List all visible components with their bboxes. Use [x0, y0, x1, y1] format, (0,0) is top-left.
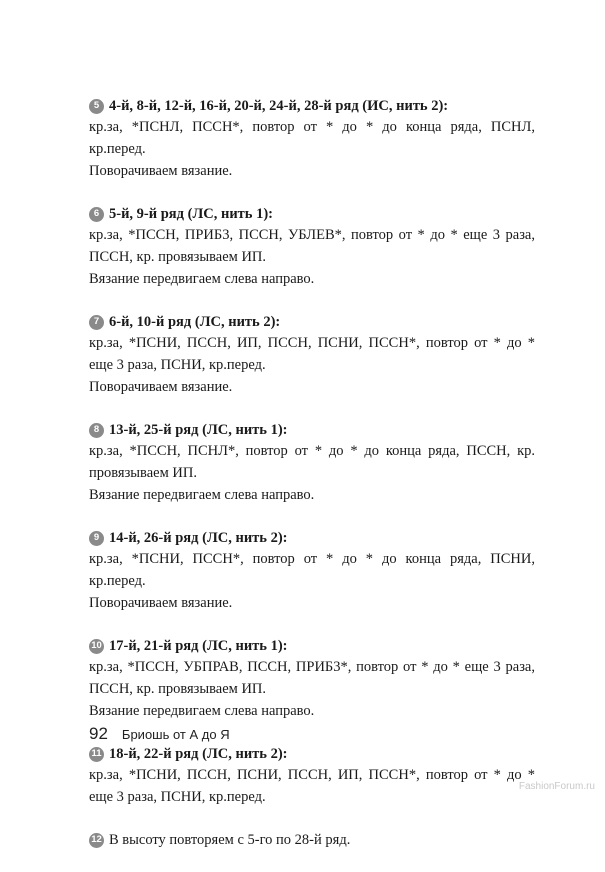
step-text: Вязание передвигаем слева направо.: [89, 271, 315, 287]
instructions: [89, 96, 535, 872]
step-number-badge: 11: [89, 747, 104, 762]
step-6: [89, 204, 535, 290]
watermark: FashionForum.ru: [518, 781, 595, 792]
step-heading: 4-й, 8-й, 12-й, 16-й, 20-й, 24-й, 28-й ряд (ИС, нить 2):: [109, 98, 449, 114]
step-heading: 6-й, 10-й ряд (ЛС, нить 2):: [109, 314, 281, 330]
step-text: Поворачиваем вязание.: [89, 379, 233, 395]
book-title: Бриошь от А до Я: [121, 727, 230, 742]
step-text: Поворачиваем вязание.: [89, 163, 233, 179]
step-11: [89, 744, 535, 808]
step-number-badge: 10: [89, 639, 104, 654]
step-text: кр.за, *ПСНИ, ПССН*, повтор от * до * до конца ряда, ПСНИ, кр.перед.: [89, 551, 535, 589]
step-heading: 14-й, 26-й ряд (ЛС, нить 2):: [109, 530, 288, 546]
step-9: [89, 528, 535, 614]
step-7: [89, 312, 535, 398]
step-text: кр.за, *ПССН, ПРИБ3, ПССН, УБЛЕВ*, повтор от * до * еще 3 раза, ПССН, кр. провязываем ИП.: [89, 227, 535, 265]
step-text: кр.за, *ПСНЛ, ПССН*, повтор от * до * до конца ряда, ПСНЛ, кр.перед.: [89, 119, 535, 157]
step-text: кр.за, *ПССН, УБПРАВ, ПССН, ПРИБ3*, повтор от * до * еще 3 раза, ПССН, кр. провязываем ИП.: [89, 659, 535, 697]
step-number-badge: 5: [89, 99, 104, 114]
step-5: [89, 96, 535, 182]
step-heading: 5-й, 9-й ряд (ЛС, нить 1):: [109, 206, 273, 222]
step-text: кр.за, *ПСНИ, ПССН, ПСНИ, ПССН, ИП, ПССН*, повтор от * до * еще 3 раза, ПСНИ, кр.перед.: [89, 767, 535, 805]
step-12: [89, 830, 535, 850]
step-heading: 13-й, 25-й ряд (ЛС, нить 1):: [109, 422, 288, 438]
step-10: [89, 636, 535, 722]
step-heading: 18-й, 22-й ряд (ЛС, нить 2):: [109, 746, 288, 762]
step-text: Вязание передвигаем слева направо.: [89, 703, 315, 719]
step-8: [89, 420, 535, 506]
page-footer: [89, 724, 230, 744]
step-heading: 17-й, 21-й ряд (ЛС, нить 1):: [109, 638, 288, 654]
step-text: кр.за, *ПСНИ, ПССН, ИП, ПССН, ПСНИ, ПССН*, повтор от * до * еще 3 раза, ПСНИ, кр.перед.: [89, 335, 535, 373]
step-number-badge: 8: [89, 423, 104, 438]
step-number-badge: 6: [89, 207, 104, 222]
page-number: 92: [89, 724, 108, 743]
step-number-badge: 9: [89, 531, 104, 546]
step-text: В высоту повторяем с 5-го по 28-й ряд.: [109, 832, 351, 848]
step-text: Вязание передвигаем слева направо.: [89, 487, 315, 503]
step-text: Поворачиваем вязание.: [89, 595, 233, 611]
step-number-badge: 7: [89, 315, 104, 330]
step-text: кр.за, *ПССН, ПСНЛ*, повтор от * до * до конца ряда, ПССН, кр. провязываем ИП.: [89, 443, 535, 481]
step-number-badge: 12: [89, 833, 104, 848]
